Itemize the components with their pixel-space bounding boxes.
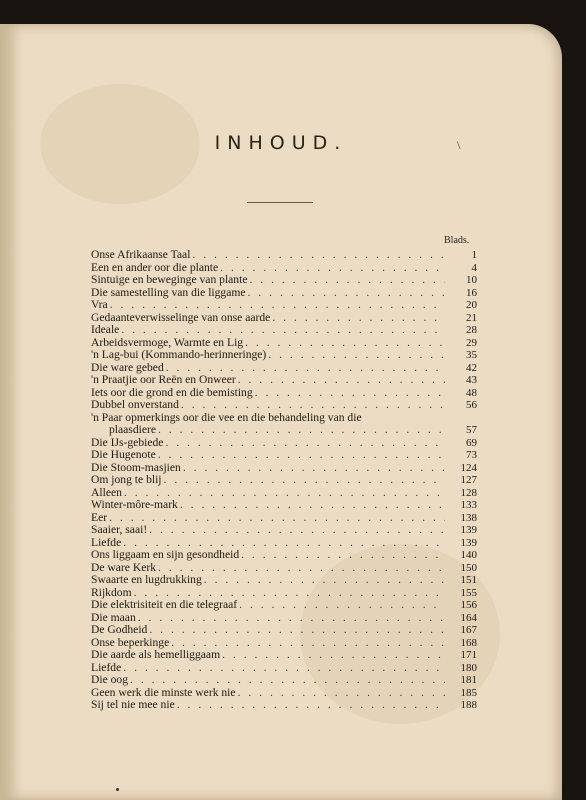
toc-entry-title: De ware Kerk [91, 560, 157, 574]
toc-entry-title: Onse Afrikaanse Taal [91, 248, 191, 261]
contents-heading: INHOUD. [214, 132, 348, 154]
toc-entry-title: Gedaanteverwisselinge van onse aarde [91, 310, 271, 324]
toc-entry-title: Die Hugenote [91, 448, 156, 461]
toc-entry-title: Sintuige en beweginge van plante [91, 273, 248, 286]
toc-entry-page: 128 [460, 486, 477, 499]
toc-entry [91, 612, 477, 625]
toc-entry-page: 185 [460, 686, 477, 699]
toc-entry-title: Liefde [91, 535, 122, 549]
toc-entry [91, 624, 477, 637]
leader-dots [180, 499, 445, 512]
heading-rule [247, 202, 313, 203]
toc-entry-title: 'n Paar opmerkings oor die vee en die behandeling van die [91, 410, 362, 424]
toc-entry-page: 21 [466, 311, 477, 324]
ink-mark [116, 788, 119, 791]
toc-entry-title: Geen werk die minste werk nie [91, 685, 236, 699]
toc-entry-title: Alleen [91, 485, 122, 499]
toc-entry-title: Ons liggaam en sijn gesondheid [91, 548, 240, 561]
toc-entry [91, 287, 477, 300]
toc-entry-title: Die aarde als hemelliggaam [91, 648, 221, 661]
page-column-label: Blads. [444, 235, 470, 246]
toc-entry [91, 399, 477, 412]
leader-dots [149, 624, 445, 637]
toc-entry [91, 424, 477, 437]
toc-entry-page: 73 [466, 449, 477, 461]
toc-entry-title: Eer [91, 510, 108, 524]
toc-entry-page: 43 [466, 374, 477, 386]
toc-entry-page: 10 [466, 274, 477, 286]
toc-entry-title: 'n Lag-bui (Kommando-herinneringe) [91, 348, 267, 361]
toc-entry-title: Die Stoom-masjien [91, 460, 181, 474]
toc-entry-page: 48 [466, 386, 477, 399]
leader-dots [110, 299, 445, 312]
leader-dots [255, 387, 445, 400]
leader-dots [245, 337, 445, 350]
leader-dots [158, 449, 445, 462]
toc-entry-page: 16 [466, 286, 477, 299]
leader-dots [239, 599, 445, 612]
toc-entry-page: 168 [460, 636, 477, 649]
toc-entry [91, 699, 477, 712]
leader-dots [272, 312, 445, 325]
leader-dots [165, 437, 445, 450]
toc-entry-page: 56 [466, 399, 477, 411]
leader-dots [158, 424, 445, 437]
toc-entry-page: 139 [460, 524, 477, 536]
toc-entry [91, 512, 477, 525]
toc-entry [91, 374, 477, 387]
toc-entry [91, 674, 477, 687]
toc-entry [91, 249, 477, 262]
toc-entry-page: 156 [460, 599, 477, 611]
toc-entry-page: 164 [460, 611, 477, 624]
toc-entry [91, 324, 477, 337]
toc-entry-page: 20 [466, 299, 477, 311]
leader-dots [268, 349, 445, 362]
toc-entry-page: 124 [460, 461, 477, 474]
toc-entry-title: Die oog [91, 673, 129, 686]
leader-dots [181, 399, 445, 412]
toc-entry-page: 28 [466, 324, 477, 336]
toc-entry [91, 549, 477, 562]
toc-entry-title: Die ware gebed [91, 360, 164, 374]
toc-entry-page: 127 [460, 474, 477, 486]
toc-entry-title: Om jong te blij [91, 473, 162, 486]
leader-dots [238, 374, 445, 387]
toc-entry-title: Die maan [91, 610, 136, 624]
toc-entry [91, 649, 477, 662]
toc-entry-page: 188 [460, 699, 477, 711]
toc-entry-page: 1 [471, 249, 477, 261]
toc-entry-title: Rijkdom [91, 585, 132, 599]
toc-entry-title: Arbeidsvermoge, Warmte en Lig [91, 335, 244, 349]
toc-entry-page: 151 [460, 574, 477, 586]
leader-dots [121, 324, 445, 337]
toc-entry [91, 274, 477, 287]
toc-entry-title: Die IJs-gebiede [91, 435, 164, 449]
toc-entry-title: Vra [91, 298, 108, 311]
toc-entry-page: 150 [460, 561, 477, 574]
leader-dots [220, 262, 445, 275]
leader-dots [130, 674, 445, 687]
toc-entry-title: Dubbel onverstand [91, 398, 179, 411]
leader-dots [222, 649, 445, 662]
toc-entry-page: 133 [460, 499, 477, 511]
leader-dots [177, 699, 445, 712]
toc-entry [91, 349, 477, 362]
toc-entry-page: 35 [466, 349, 477, 361]
toc-entry [91, 599, 477, 612]
leader-dots [183, 462, 445, 475]
toc-entry [91, 574, 477, 587]
toc-entry-page: 155 [460, 586, 477, 599]
toc-entry [91, 662, 477, 675]
toc-entry-title: Iets oor die grond en die bemisting [91, 385, 253, 399]
leader-dots [123, 662, 445, 675]
leader-dots [248, 287, 445, 300]
leader-dots [241, 549, 445, 562]
leader-dots [164, 474, 445, 487]
corner-mark: \ [457, 138, 461, 152]
toc-entry-title: Onse beperkinge [91, 635, 170, 649]
toc-entry [91, 474, 477, 487]
toc-entry-page: 57 [466, 424, 477, 436]
toc-entry-title: Sij tel nie mee nie [91, 698, 175, 711]
toc-entry-page: 4 [471, 261, 477, 274]
table-of-contents [91, 249, 477, 712]
toc-entry-title: plaasdiere [109, 423, 156, 436]
toc-entry-page: 69 [466, 436, 477, 449]
leader-dots [238, 687, 445, 700]
toc-entry-title: Die samestelling van die liggame [91, 285, 246, 299]
toc-entry-title: Liefde [91, 660, 122, 674]
toc-entry-title: Swaarte en lugdrukking [91, 573, 202, 586]
toc-entry-title: Saaier, saai! [91, 523, 148, 536]
toc-entry-page: 138 [460, 511, 477, 524]
toc-entry [91, 449, 477, 462]
leader-dots [249, 274, 445, 287]
toc-entry-title: De Godheid [91, 623, 148, 636]
toc-entry [91, 299, 477, 312]
toc-entry-page: 29 [466, 336, 477, 349]
toc-entry-page: 167 [460, 624, 477, 636]
toc-entry-page: 180 [460, 661, 477, 674]
toc-entry-title: Die elektrisiteit en die telegraaf [91, 598, 238, 611]
toc-entry-page: 139 [460, 536, 477, 549]
toc-entry-page: 42 [466, 361, 477, 374]
toc-entry [91, 524, 477, 537]
leader-dots [204, 574, 445, 587]
toc-entry-title: 'n Praatjie oor Reën en Onweer [91, 373, 236, 386]
toc-entry-title: Winter-môre-mark [91, 498, 178, 511]
leader-dots [192, 249, 445, 262]
toc-entry-title: Ideale [91, 323, 120, 336]
toc-entry-page: 181 [460, 674, 477, 686]
toc-entry [91, 312, 477, 325]
leader-dots [149, 524, 445, 537]
toc-entry-page: 140 [460, 549, 477, 561]
toc-entry-page: 171 [460, 649, 477, 661]
leader-dots [109, 512, 445, 525]
toc-entry [91, 499, 477, 512]
leader-dots [138, 612, 445, 625]
toc-entry-title: Een en ander oor die plante [91, 260, 219, 274]
